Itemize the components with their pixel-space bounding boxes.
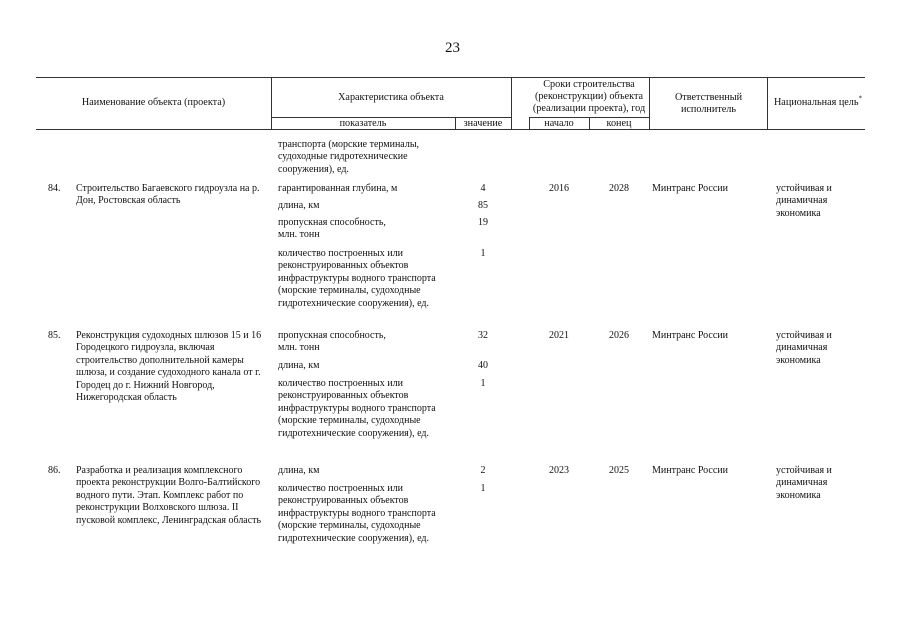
row-84-value-3: 19 [478,217,488,228]
row-85-value-3: 1 [480,378,486,389]
header-value: значение [463,118,503,129]
row-85-indicator-3: количество построенных или реконструированных объектов инфраструктуры водного транспорта (морские терминалы, судоходные гидротехнические сооружения), ед. [278,378,436,439]
header-start: начало [544,118,574,129]
header-goal: Национальная цель* [773,94,863,108]
row-84-indicator-3: пропускная способность, млн. тонн [278,217,386,241]
row-86-value-2: 1 [480,483,486,494]
row-85-name: Реконструкция судоходных шлюзов 15 и 16 Городецкого гидроузла, включая строительство дополнительной камеры шлюза, и создание судоходного канала от г. Городец до г. Нижний Новгород, Нижегородская область [76,330,262,404]
header-executor: Ответственный исполнитель [674,92,743,116]
row-85-value-1: 32 [478,330,488,341]
header-name: Наименование объекта (проекта) [81,97,226,108]
row-86-value-1: 2 [480,465,486,476]
row-84-value-2: 85 [478,200,488,211]
row-85-indicator-1: пропускная способность, млн. тонн [278,330,386,354]
row-86-number: 86. [48,465,61,476]
table-top-border [36,77,865,78]
row-86-start: 2023 [549,465,569,476]
header-indicator: показатель [339,118,387,129]
continuation-text: транспорта (морские терминалы, судоходные гидротехнические сооружения), ед. [278,139,420,175]
row-84-goal: устойчивая и динамичная экономика [776,183,832,219]
row-85-end: 2026 [609,330,629,341]
row-86-name: Разработка и реализация комплексного проекта реконструкции Волго-Балтийского водного пути. Этап. Комплекс работ по реконструкции Волховского шлюза. II пусковой комплекс, Ленинградская область [76,465,262,526]
row-84-indicator-4: количество построенных или реконструированных объектов инфраструктуры водного транспорта (морские терминалы, судоходные гидротехнические сооружения), ед. [278,248,436,309]
row-84-indicator-1: гарантированная глубина, м [278,183,398,194]
header-characteristic: Характеристика объекта [338,92,444,103]
row-85-executor: Минтранс России [652,330,728,341]
row-85-indicator-2: длина, км [278,360,320,371]
page-number: 23 [445,40,460,56]
row-86-executor: Минтранс России [652,465,728,476]
row-85-number: 85. [48,330,61,341]
header-end: конец [606,118,632,129]
row-85-goal: устойчивая и динамичная экономика [776,330,832,366]
row-84-value-4: 1 [480,248,486,259]
row-84-start: 2016 [549,183,569,194]
row-84-name: Строительство Багаевского гидроузла на р. Дон, Ростовская область [76,183,260,207]
row-85-value-2: 40 [478,360,488,371]
row-85-start: 2021 [549,330,569,341]
header-terms: Сроки строительства (реконструкции) объекта (реализации проекта), год [532,79,646,115]
row-84-number: 84. [48,183,61,194]
row-84-indicator-2: длина, км [278,200,320,211]
row-86-indicator-1: длина, км [278,465,320,476]
row-84-value-1: 4 [480,183,486,194]
row-86-end: 2025 [609,465,629,476]
row-84-end: 2028 [609,183,629,194]
row-84-executor: Минтранс России [652,183,728,194]
row-86-indicator-2: количество построенных или реконструированных объектов инфраструктуры водного транспорта (морские терминалы, судоходные гидротехнические сооружения), ед. [278,483,436,544]
row-86-goal: устойчивая и динамичная экономика [776,465,832,501]
header-divider-2 [511,77,512,129]
